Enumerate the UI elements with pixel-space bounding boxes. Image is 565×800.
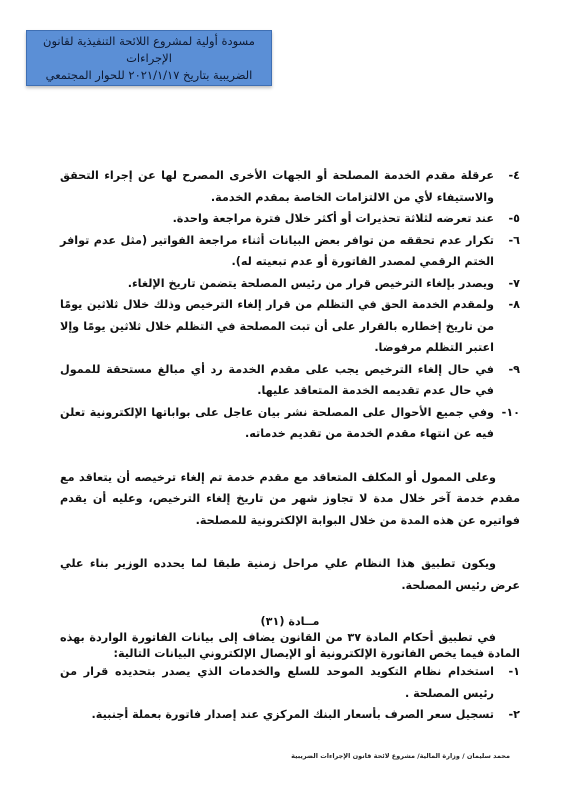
list-item [60,359,520,402]
item-text: عرقلة مقدم الخدمة المصلحة أو الجهات الأخرى المصرح لها عن إجراء التحقق والاستيفاء لأي من الالتزامات الخاصة بمقدم الخدمة. [60,169,494,204]
item-number: ٤- [508,169,520,182]
draft-notice-box [26,30,272,86]
item-number: ٥- [508,212,520,225]
item-number: ١٠- [501,405,520,419]
page-footer: محمد سليمان / وزارة المالية/ مشروع لائحة قانون الإجراءات الضريبية [291,752,510,760]
list-item [60,294,520,359]
list-item [60,273,520,295]
list-item [60,661,520,704]
list-item [60,402,520,445]
item-text: ولمقدم الخدمة الحق في التظلم من قرار إلغاء الترخيص وذلك خلال ثلاثين يومًا من تاريخ إخطاره بالقرار على أن تبت المصلحة في التظلم خلال ثلاثين يومًا وإلا اعتبر التظلم مرفوضا. [60,298,494,354]
list-item [60,230,520,273]
document-body [60,165,520,726]
item-text: وفي جميع الأحوال على المصلحة نشر بيان عاجل على بواباتها الإلكترونية تعلن فيه عن انتهاء مقدم الخدمة من تقديم خدماته. [60,405,494,440]
item-number: ٨- [508,298,520,311]
article-heading: مــادة (٣١) [260,615,320,628]
article-intro: في تطبيق أحكام المادة ٣٧ من القانون يضاف إلى بيانات الفاتورة الواردة بهذه المادة فيما يخص الفاتورة الإلكترونية أو الإيصال الإلكتروني البيانات التالية: [60,631,520,660]
item-text: عند تعرضه لثلاثة تحذيرات أو أكثر خلال فترة مراجعة واحدة. [172,212,494,225]
item-number: ٩- [508,362,520,376]
item-number: ١- [508,665,520,678]
item-text: في حال إلغاء الترخيص يجب على مقدم الخدمة رد أي مبالغ مستحقة للممول في حال عدم تقديمه الخدمة المتعاقد عليها. [60,362,494,397]
list-item [60,208,520,230]
implementation-paragraph: ويكون تطبيق هذا النظام علي مراحل زمنية طبقا لما يحدده الوزير بناء علي عرض رئيس المصلحة. [60,557,520,592]
item-number: ٧- [508,276,520,290]
draft-notice-line-2: الضريبية بتاريخ ٢٠٢١/١/١٧ للحوار المجتمعي [45,67,253,82]
draft-notice-line-1: مسودة أولية لمشروع اللائحة التنفيذية لقانون الإجراءات [43,33,255,65]
item-text: تكرار عدم تحققه من توافر بعض البيانات أثناء مراجعة الفواتير (مثل عدم توافر الختم الرقمي لمصدر الفاتورة أو عدم تبعيته له). [60,233,494,268]
item-number: ٦- [508,233,520,247]
item-text: تسجيل سعر الصرف بأسعار البنك المركزي عند إصدار فاتورة بعملة أجنبية. [91,708,494,721]
item-number: ٢- [508,708,520,721]
list-item [60,165,520,208]
list-item [60,704,520,726]
cancellation-paragraph: وعلى الممول أو المكلف المتعاقد مع مقدم خدمة تم إلغاء ترخيصه أن يتعاقد مع مقدم خدمة آخر خلال مدة لا تجاوز شهر من تاريخ إلغاء الترخيص، وعليه أن يقدم فواتيره عن هذه المدة من خلال البوابة الإلكترونية للمصلحة. [60,470,520,527]
item-text: استخدام نظام التكويد الموحد للسلع والخدمات الذي يصدر بتحديده قرار من رئيس المصلحة . [60,665,494,700]
item-text: ويصدر بإلغاء الترخيص قرار من رئيس المصلحة يتضمن تاريخ الإلغاء. [127,276,494,290]
